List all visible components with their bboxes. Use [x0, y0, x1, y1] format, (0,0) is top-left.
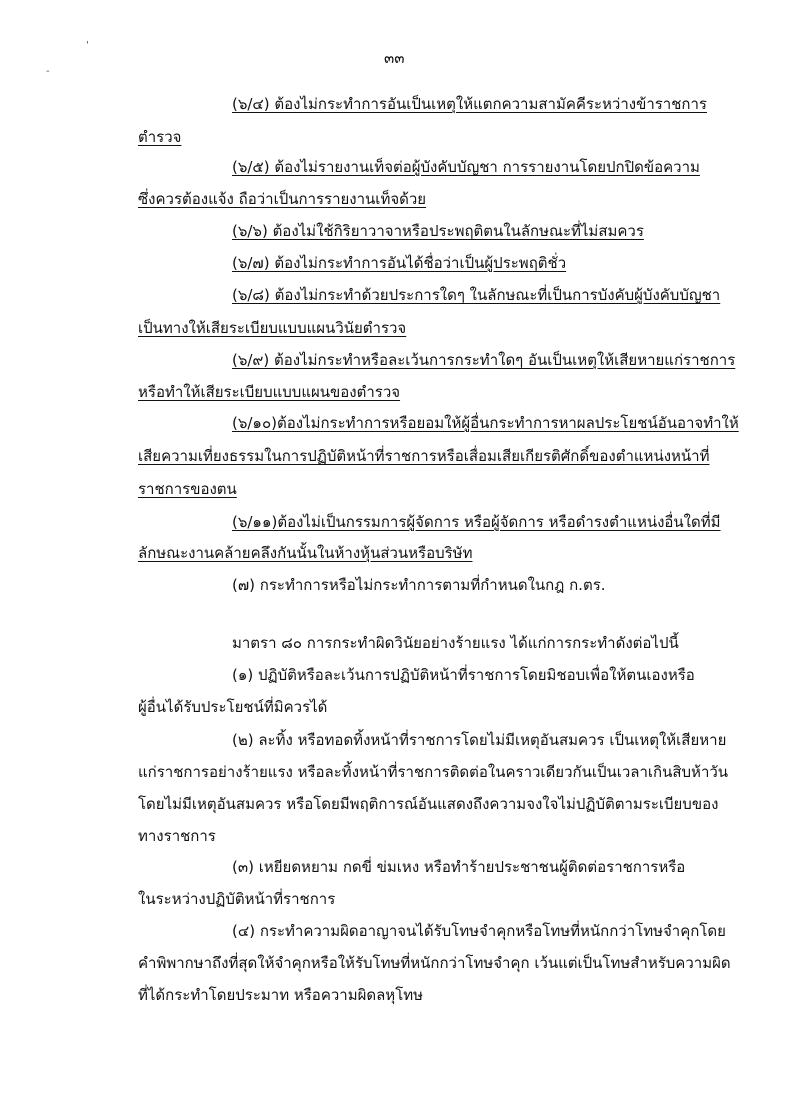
- s80-item-4-line-3: ที่ได้กระทำโดยประมาท หรือความผิดลหุโทษ: [138, 986, 424, 1004]
- item-6-10-line-3: ราชการของตน: [138, 480, 237, 498]
- item-6-10-line-2: เสียความเที่ยงธรรมในการปฏิบัติหน้าที่ราชการหรือเสื่อมเสียเกียรติศักดิ์ของตำแหน่งหน้าที่: [138, 447, 710, 465]
- item-7-line-1: (๗) กระทำการหรือไม่กระทำการตามที่กำหนดในกฎ ก.ตร.: [232, 576, 606, 594]
- item-6-6-line-1: (๖/๖) ต้องไม่ใช้กิริยาวาจาหรือประพฤติตนในลักษณะที่ไม่สมควร: [232, 222, 644, 240]
- item-6-11-line-2: ลักษณะงานคล้ายคลึงกันนั้นในห้างหุ้นส่วนหรือบริษัท: [138, 544, 473, 562]
- item-6-9-line-2: หรือทำให้เสียระเบียบแบบแผนของตำรวจ: [138, 383, 401, 401]
- s80-item-2-line-4: ทางราชการ: [138, 827, 216, 845]
- s80-item-2-line-1: (๒) ละทิ้ง หรือทอดทิ้งหน้าที่ราชการโดยไม่มีเหตุอันสมควร เป็นเหตุให้เสียหาย: [232, 731, 727, 749]
- s80-item-1-line-1: (๑) ปฏิบัติหรือละเว้นการปฏิบัติหน้าที่ราชการโดยมิชอบเพื่อให้ตนเองหรือ: [232, 666, 695, 684]
- s80-item-2-line-2: แก่ราชการอย่างร้ายแรง หรือละทิ้งหน้าที่ราชการติดต่อในคราวเดียวกันเป็นเวลาเกินสิบห้าวัน: [138, 763, 729, 781]
- item-6-11-line-1: (๖/๑๑)ต้องไม่เป็นกรรมการผู้จัดการ หรือผู้จัดการ หรือดำรงตำแหน่งอื่นใดที่มี: [232, 513, 721, 531]
- s80-item-4-line-1: (๔) กระทำความผิดอาญาจนได้รับโทษจำคุกหรือโทษที่หนักกว่าโทษจำคุกโดย: [232, 922, 726, 940]
- item-6-8-line-1: (๖/๘) ต้องไม่กระทำด้วยประการใดๆ ในลักษณะที่เป็นการบังคับผู้บังคับบัญชา: [232, 286, 721, 304]
- item-6-7-line-1: (๖/๗) ต้องไม่กระทำการอันได้ชื่อว่าเป็นผู้ประพฤติชั่ว: [232, 254, 567, 272]
- item-6-9-line-1: (๖/๙) ต้องไม่กระทำหรือละเว้นการกระทำใดๆ อันเป็นเหตุให้เสียหายแก่ราชการ: [232, 351, 736, 369]
- item-6-4-line-2: ตำรวจ: [138, 128, 182, 146]
- page-number: ๓๓: [384, 49, 405, 67]
- s80-item-3-line-2: ในระหว่างปฏิบัติหน้าที่ราชการ: [138, 890, 336, 908]
- s80-item-1-line-2: ผู้อื่นได้รับประโยชน์ที่มิควรได้: [138, 698, 328, 716]
- s80-item-3-line-1: (๓) เหยียดหยาม กดขี่ ข่มเหง หรือทำร้ายประชาชนผู้ติดต่อราชการหรือ: [232, 858, 686, 876]
- section-80-heading: มาตรา ๘๐ การกระทำผิดวินัยอย่างร้ายแรง ได้แก่การกระทำดังต่อไปนี้: [232, 634, 679, 652]
- item-6-8-line-2: เป็นทางให้เสียระเบียบแบบแผนวินัยตำรวจ: [138, 319, 407, 337]
- item-6-5-line-1: (๖/๕) ต้องไม่รายงานเท็จต่อผู้บังคับบัญชา การรายงานโดยปกปิดข้อความ: [232, 158, 700, 176]
- item-6-10-line-1: (๖/๑๐)ต้องไม่กระทำการหรือยอมให้ผู้อื่นกระทำการหาผลประโยชน์อันอาจทำให้: [232, 414, 739, 432]
- s80-item-4-line-2: คำพิพากษาถึงที่สุดให้จำคุกหรือให้รับโทษที่หนักกว่าโทษจำคุก เว้นแต่เป็นโทษสำหรับความผิด: [138, 954, 731, 972]
- margin-mark-dash: -: [46, 66, 50, 77]
- margin-mark-top: ': [86, 40, 89, 51]
- s80-item-2-line-3: โดยไม่มีเหตุอันสมควร หรือโดยมีพฤติการณ์อันแสดงถึงความจงใจไม่ปฏิบัติตามระเบียบของ: [138, 795, 719, 813]
- item-6-4-line-1: (๖/๔) ต้องไม่กระทำการอันเป็นเหตุให้แตกความสามัคคีระหว่างข้าราชการ: [232, 95, 707, 113]
- item-6-5-line-2: ซึ่งควรต้องแจ้ง ถือว่าเป็นการรายงานเท็จด้วย: [138, 190, 427, 208]
